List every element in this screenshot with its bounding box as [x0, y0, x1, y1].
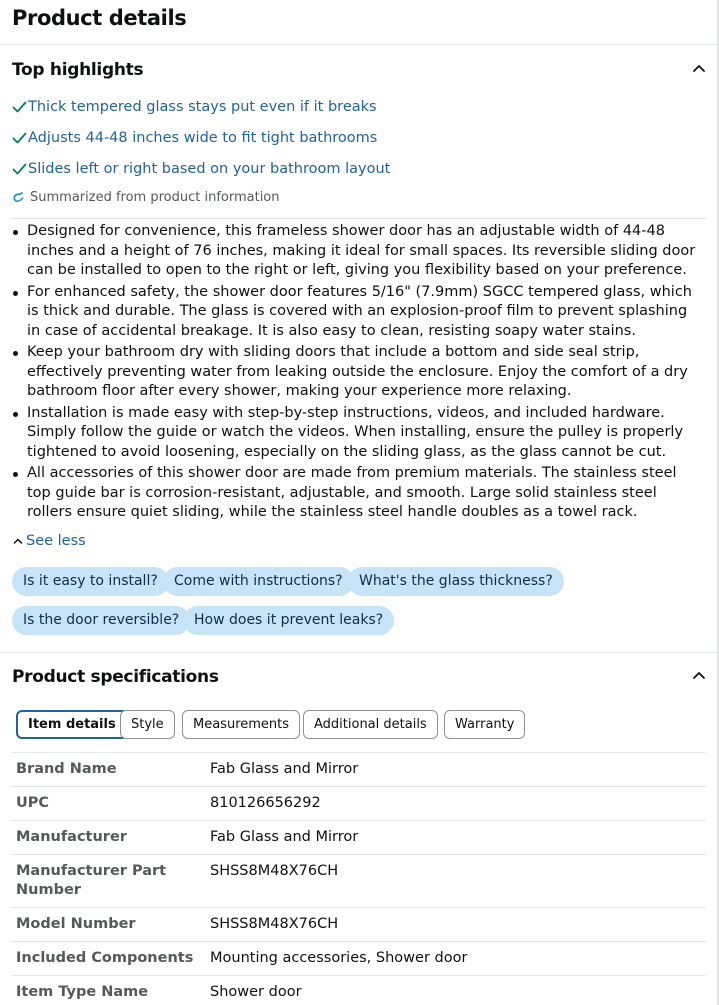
spec-label: UPC	[16, 795, 50, 811]
spec-label: Brand Name	[16, 761, 117, 777]
divider	[0, 44, 717, 45]
spec-row	[12, 941, 706, 975]
divider	[12, 218, 706, 219]
spec-row	[12, 975, 706, 1005]
feature-bullet: Keep your bathroom dry with sliding doors that include a bottom and side seal strip, effectively preventing water from leaking outside the enclosure. Enjoy the comfort of a dry bathroom floor after every shower, making your experience more relaxing.	[12, 343, 702, 402]
spec-label: Manufacturer Part Number	[16, 863, 167, 898]
spec-row	[12, 854, 706, 907]
tab-style[interactable]: Style	[120, 710, 175, 739]
spec-value: Fab Glass and Mirror	[210, 829, 359, 845]
tab-item-details[interactable]: Item details	[16, 710, 128, 739]
highlight-text: Adjusts 44-48 inches wide to fit tight bathrooms	[28, 130, 378, 146]
ai-summary-icon	[12, 191, 25, 204]
highlight-text: Thick tempered glass stays put even if it breaks	[28, 99, 377, 115]
spec-row	[12, 786, 706, 820]
question-chip-easy-install[interactable]: Is it easy to install?	[12, 567, 169, 596]
chevron-up-icon	[689, 58, 709, 78]
see-less-link[interactable]	[12, 533, 86, 549]
see-less-label: See less	[26, 533, 86, 549]
chevron-up-icon	[689, 665, 709, 685]
top-highlights-collapse-button[interactable]	[689, 58, 709, 78]
summary-note-text: Summarized from product information	[30, 190, 280, 205]
highlight-item	[12, 130, 377, 146]
spec-row	[12, 907, 706, 941]
spec-value: Shower door	[210, 984, 302, 1000]
check-icon	[12, 162, 27, 176]
feature-bullet-list	[12, 222, 702, 525]
spec-row	[12, 820, 706, 854]
spec-value: SHSS8M48X76CH	[210, 916, 339, 932]
page-title: Product details	[12, 6, 187, 30]
highlight-item	[12, 161, 390, 177]
feature-bullet: Installation is made easy with step-by-step instructions, videos, and included hardware. Simply follow the guide or watch the videos. When installing, ensure the pulley is properly tightened to avoid loosening, especially on the sliding glass, as the glass cannot be cut.	[12, 404, 702, 463]
question-chip-reversible[interactable]: Is the door reversible?	[12, 606, 190, 635]
product-specifications-heading: Product specifications	[12, 667, 219, 687]
spec-value: 810126656292	[210, 795, 321, 811]
question-chip-glass-thickness[interactable]: What's the glass thickness?	[348, 567, 564, 596]
spec-label: Item Type Name	[16, 984, 149, 1000]
highlight-text: Slides left or right based on your bathroom layout	[28, 161, 391, 177]
question-chip-instructions[interactable]: Come with instructions?	[163, 567, 354, 596]
spec-value: Fab Glass and Mirror	[210, 761, 359, 777]
specifications-table	[12, 752, 706, 1005]
tab-measurements[interactable]: Measurements	[182, 710, 300, 739]
highlight-item	[12, 99, 377, 115]
top-highlights-heading: Top highlights	[12, 60, 144, 80]
feature-bullet: For enhanced safety, the shower door features 5/16" (7.9mm) SGCC tempered glass, which is thick and durable. The glass is covered with an explosion-proof film to prevent splashing in case of accidental breakage. It is also easy to clean, resisting soapy water stains.	[12, 283, 702, 342]
spec-label: Manufacturer	[16, 829, 127, 845]
check-icon	[12, 100, 27, 114]
tab-additional-details[interactable]: Additional details	[303, 710, 438, 739]
spec-label: Model Number	[16, 916, 136, 932]
product-specifications-collapse-button[interactable]	[689, 665, 709, 685]
chevron-up-icon	[12, 535, 24, 547]
spec-value: SHSS8M48X76CH	[210, 863, 339, 879]
summary-note	[12, 190, 280, 205]
spec-row	[12, 752, 706, 786]
check-icon	[12, 131, 27, 145]
question-chip-prevent-leaks[interactable]: How does it prevent leaks?	[183, 606, 394, 635]
feature-bullet: Designed for convenience, this frameless shower door has an adjustable width of 44-48 inches and a height of 76 inches, making it ideal for small spaces. Its reversible sliding door can be installed to open to the right or left, giving you flexibility based on your preference.	[12, 222, 702, 281]
spec-value: Mounting accessories, Shower door	[210, 950, 468, 966]
feature-bullet: All accessories of this shower door are made from premium materials. The stainless steel top guide bar is corrosion-resistant, adjustable, and smooth. Large solid stainless steel rollers ensure quiet sliding, while the stainless steel handle doubles as a towel rack.	[12, 464, 702, 523]
spec-label: Included Components	[16, 950, 194, 966]
divider	[0, 652, 717, 653]
tab-warranty[interactable]: Warranty	[444, 710, 525, 739]
